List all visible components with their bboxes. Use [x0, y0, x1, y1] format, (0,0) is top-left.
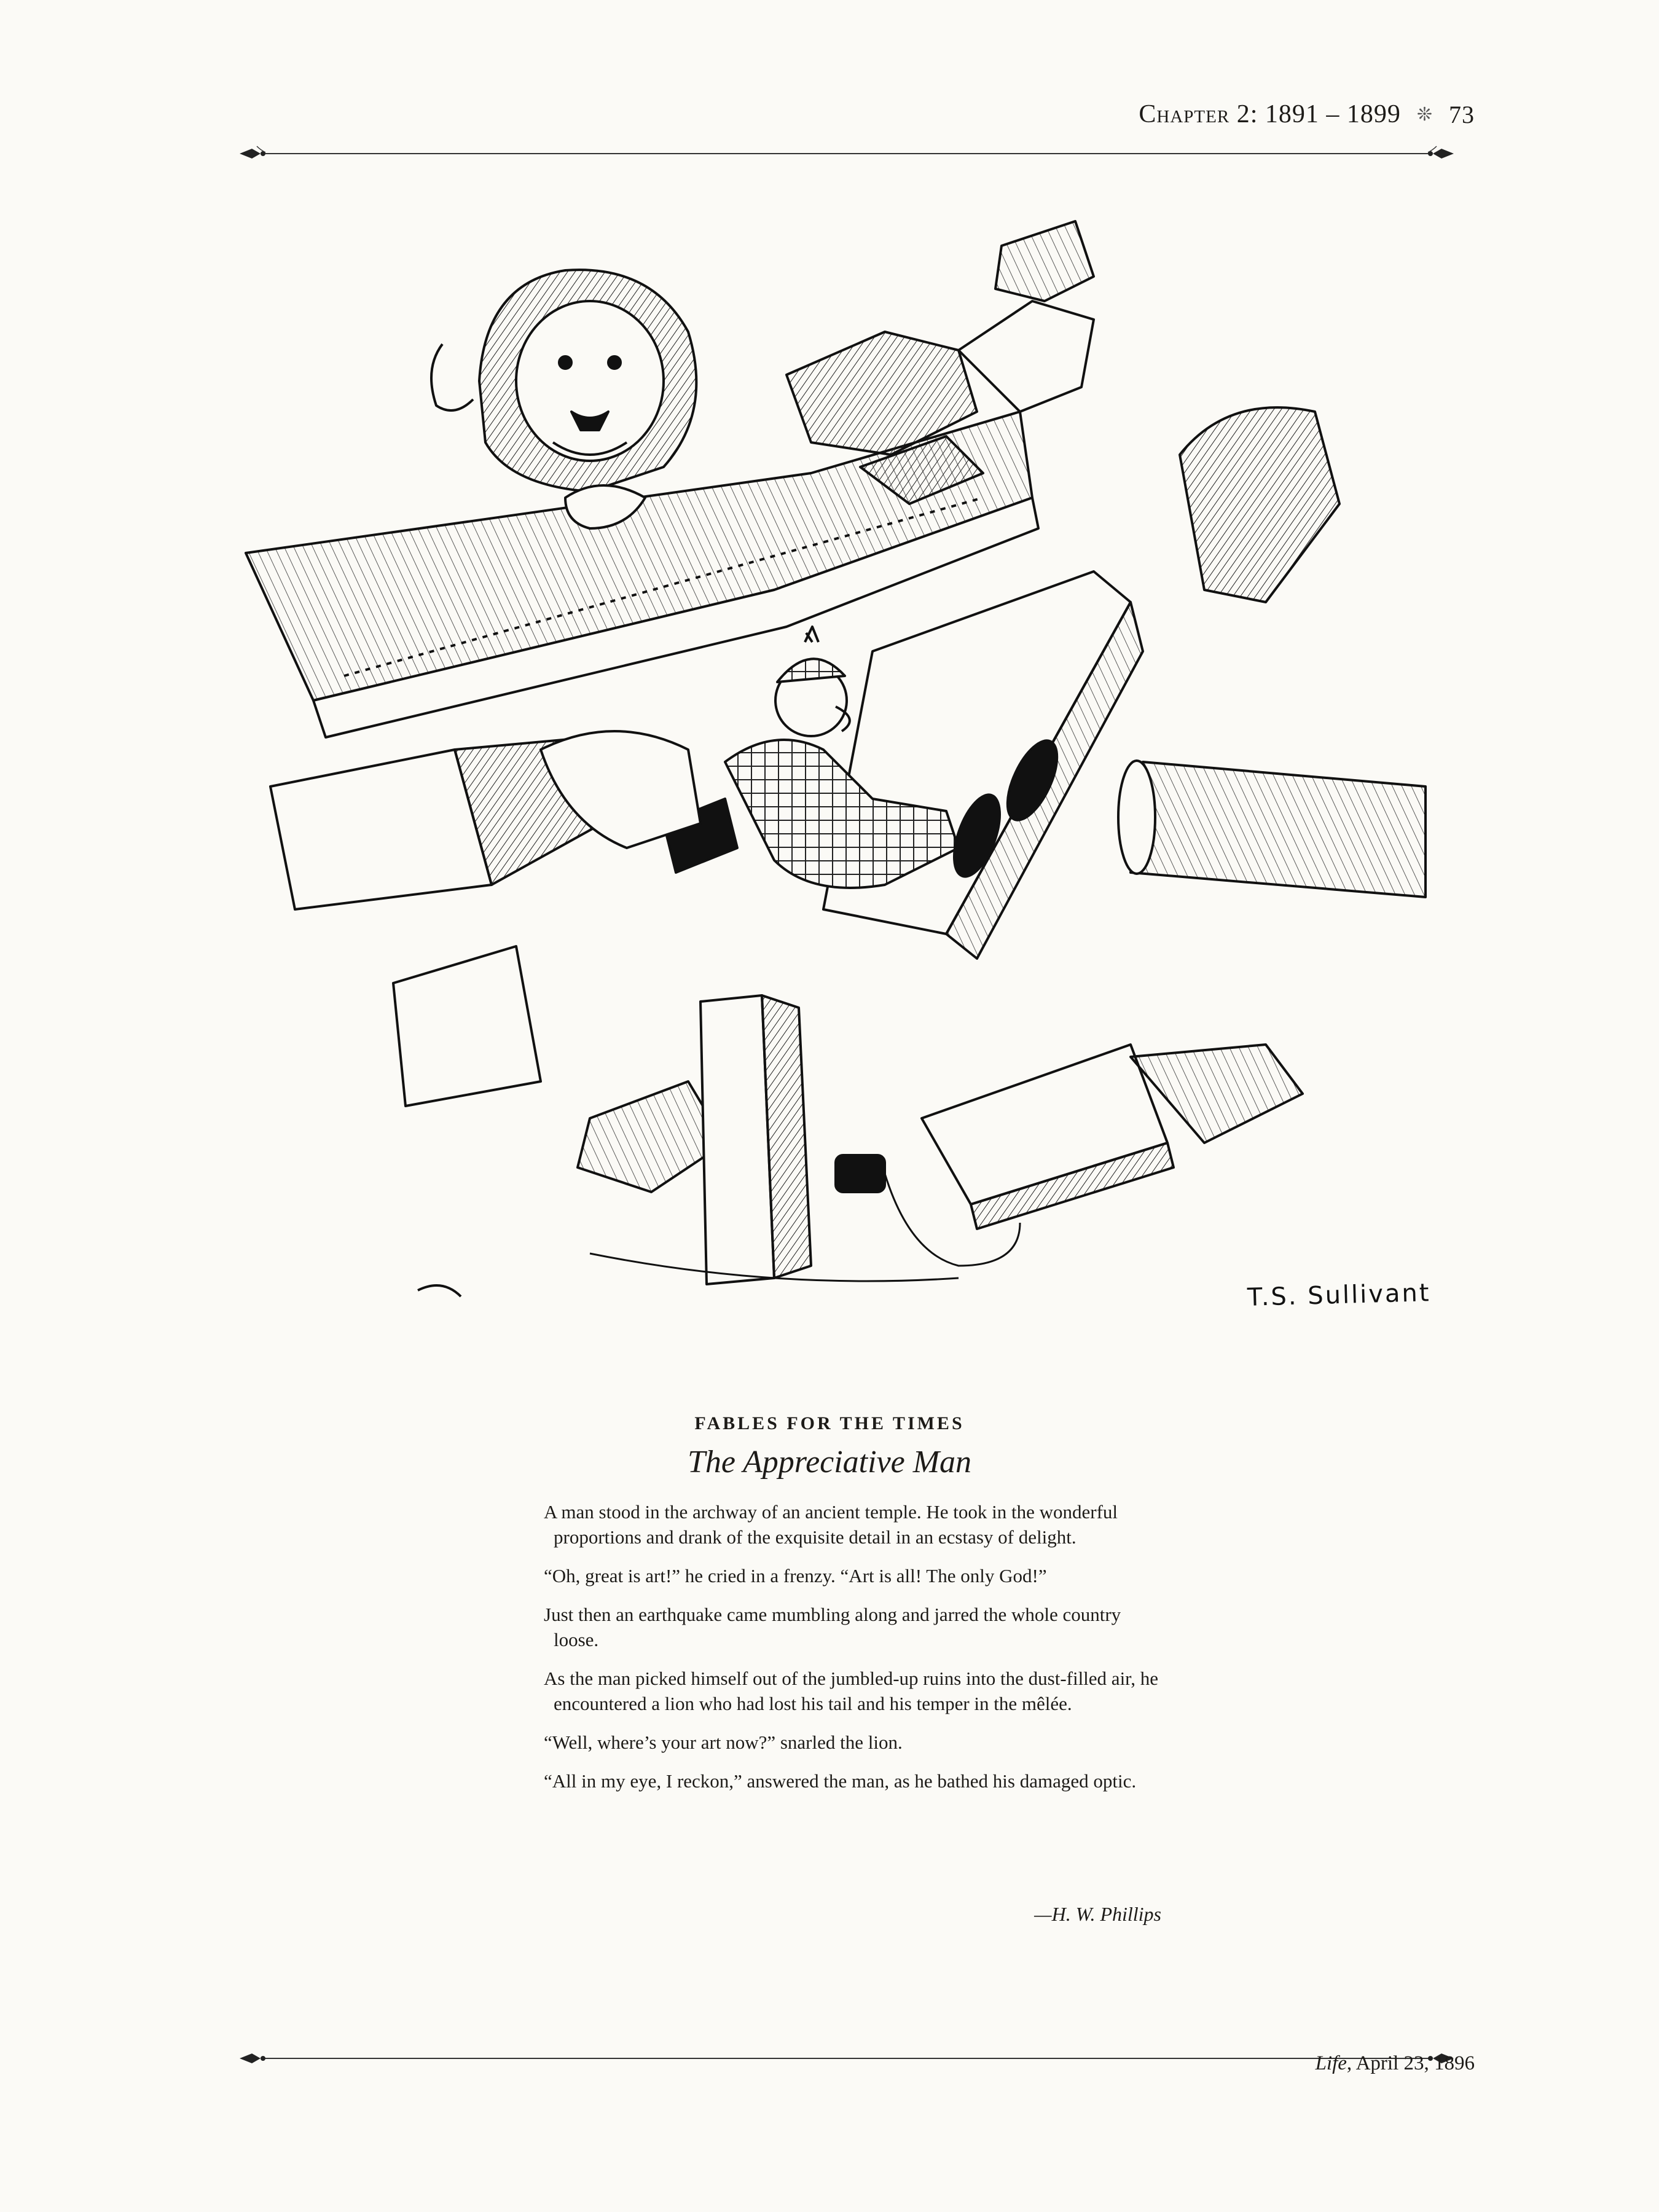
paragraph: Just then an earthquake came mumbling along and jarred the whole country loose. — [544, 1604, 1121, 1650]
article-body — [544, 1499, 1164, 1807]
paragraph: “Well, where’s your art now?” snarled the lion. — [544, 1732, 903, 1753]
article-title: The Appreciative Man — [687, 1445, 972, 1480]
lion-ruins-illustration — [221, 209, 1438, 1339]
flower-ornament-icon: ❊ — [1416, 104, 1433, 125]
chapter-title: Chapter 2: 1891 – 1899 — [1139, 100, 1401, 128]
page-number: 73 — [1449, 100, 1475, 128]
top-ornamental-rule — [238, 141, 1455, 166]
source-credit — [1316, 2052, 1475, 2075]
paragraph: “All in my eye, I reckon,” answered the man, as he bathed his damaged optic. — [544, 1770, 1137, 1792]
artist-signature: T.S. Sullivant — [1247, 1279, 1432, 1312]
author-byline: —H. W. Phillips — [1034, 1903, 1161, 1925]
bottom-ornamental-rule — [238, 2046, 1455, 2071]
paragraph: As the man picked himself out of the jumbled-up ruins into the dust-filled air, he encountered a lion who had lost his tail and his temper in the mêlée. — [544, 1668, 1159, 1714]
article-kicker: FABLES FOR THE TIMES — [694, 1413, 965, 1433]
running-head — [1139, 100, 1475, 129]
publication-date: , April 23, 1896 — [1346, 2052, 1475, 2074]
paragraph: A man stood in the archway of an ancient temple. He took in the wonderful proportions and drank of the exquisite detail in an ecstasy of delight. — [544, 1501, 1118, 1548]
paragraph: “Oh, great is art!” he cried in a frenzy. “Art is all! The only God!” — [544, 1565, 1047, 1586]
magazine-name: Life — [1315, 2052, 1347, 2074]
